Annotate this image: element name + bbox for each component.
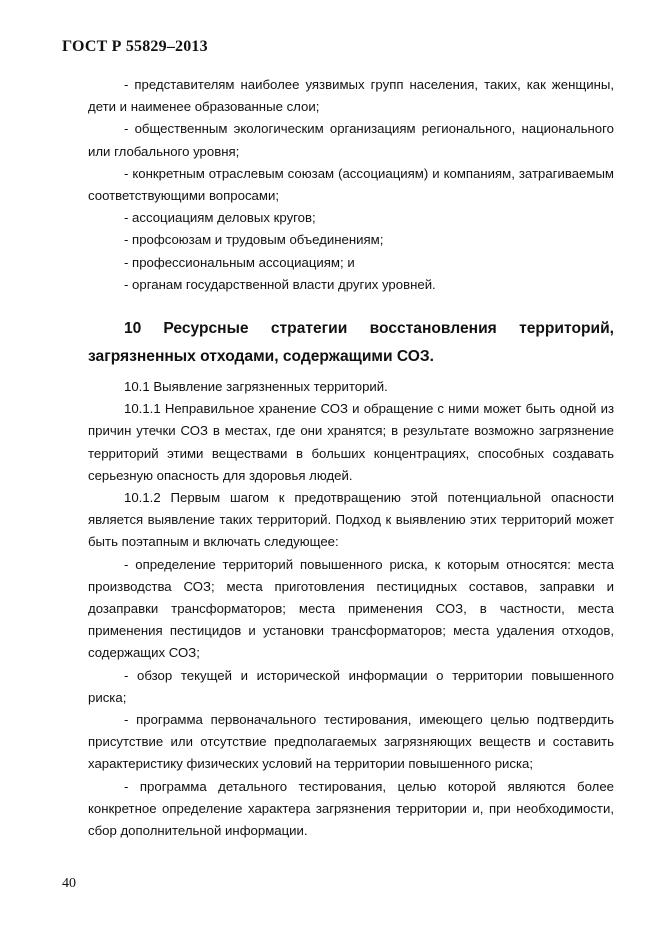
subsection-title: 10.1 Выявление загрязненных территорий. bbox=[124, 379, 388, 395]
document-body bbox=[88, 74, 614, 842]
list-item: - определение территорий повышенного риска, к которым относятся: места производства СОЗ; места приготовления пестицидных составов, заправки и дозаправки трансформаторов; места применения СОЗ, в частности, места применения пестицидов и установки трансформаторов; места удаления отходов, содержащих СОЗ; bbox=[88, 556, 614, 661]
section-number: 10 bbox=[124, 320, 142, 338]
document-header: ГОСТ Р 55829–2013 bbox=[62, 38, 208, 55]
paragraph: 10.1.2 Первым шагом к предотвращению этой потенциальной опасности является выявление таких территорий. Подход к выявлению этих территорий может быть поэтапным и включать следующее: bbox=[88, 490, 614, 550]
section-heading bbox=[88, 315, 614, 371]
paragraph: 10.1.1 Неправильное хранение СОЗ и обращение с ними может быть одной из причин утечки СОЗ в местах, где они хранятся; в результате возможно загрязнение территорий этими веществами в больших концентрациях, способных создавать серьезную опасность для здоровья людей. bbox=[88, 401, 614, 483]
list-item: - конкретным отраслевым союзам (ассоциациям) и компаниям, затрагиваемым соответствующими вопросами; bbox=[88, 165, 614, 204]
list-item: - обзор текущей и исторической информации о территории повышенного риска; bbox=[88, 667, 614, 705]
list-item: - программа первоначального тестирования, имеющего целью подтвердить присутствие или отсутствие предполагаемых загрязняющих веществ и составить характеристику физических условий на территории повышенного риска; bbox=[88, 712, 614, 772]
list-item: - программа детального тестирования, целью которой являются более конкретное определение характера загрязнения территории и, при необходимости, сбор дополнительной информации. bbox=[88, 778, 614, 839]
list-item: - профессиональным ассоциациям; и bbox=[124, 254, 355, 270]
section-title: Ресурсные стратегии восстановления территорий, загрязненных отходами, содержащими СОЗ. bbox=[88, 320, 614, 366]
list-item: - представителям наиболее уязвимых групп населения, таких, как женщины, дети и наименее образованные слои; bbox=[88, 77, 614, 115]
list-item: - профсоюзам и трудовым объединениям; bbox=[124, 232, 384, 248]
list-item: - органам государственной власти других уровней. bbox=[124, 276, 436, 292]
list-item: - ассоциациям деловых кругов; bbox=[124, 210, 316, 226]
list-item: - общественным экологическим организациям регионального, национального или глобального уровня; bbox=[88, 121, 614, 159]
page-number: 40 bbox=[62, 876, 76, 891]
